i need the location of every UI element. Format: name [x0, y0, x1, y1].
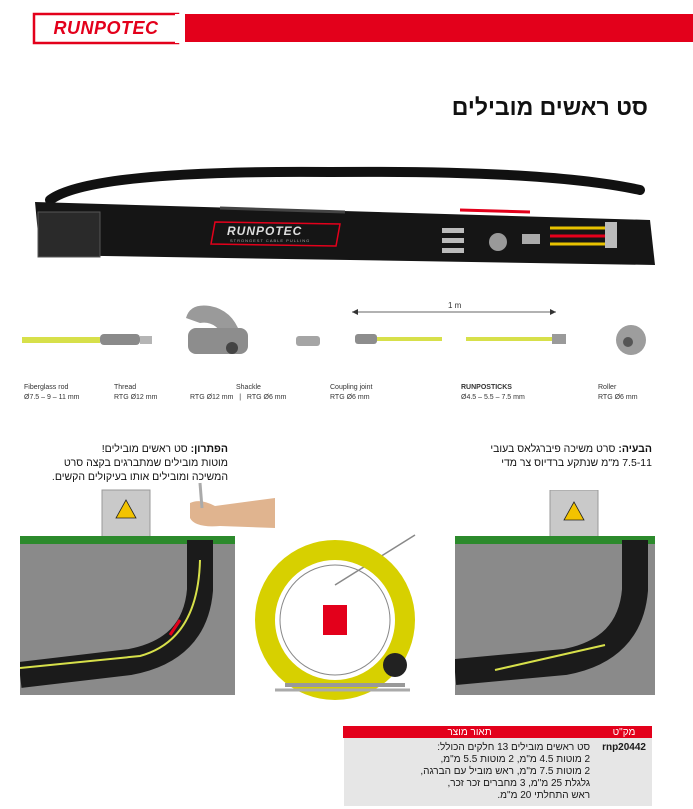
problem-body: סרט משיכה פיברגלאס בעובי 7.5-11 מ"מ שנתקע ברדיוס צר מדי: [490, 443, 652, 469]
description-line: סט ראשים מובילים 13 חלקים הכולל:: [437, 742, 591, 753]
solution-line-2: מוטות מובילים שמתברגים בקצה סרט: [63, 457, 228, 469]
part-spec: RTG Ø12 mm: [114, 394, 158, 401]
description-cell: [343, 738, 596, 806]
column-header-sku: מק"ט: [596, 726, 652, 738]
parts-illustration: [0, 298, 693, 378]
product-table: [342, 726, 652, 806]
part-name: Coupling joint: [330, 384, 373, 391]
coupling-joint-icon: [296, 336, 320, 346]
sku-cell: rnp20442: [596, 738, 652, 806]
part-label-thread: [114, 383, 157, 403]
part-label-shackle: [190, 383, 286, 403]
runpotec-logo: [28, 11, 184, 46]
table-row: [343, 738, 652, 806]
part-name: Thread: [114, 384, 137, 391]
page-title: סט ראשים מובילים: [451, 94, 648, 120]
part-name: Roller: [598, 384, 617, 391]
cable-reel-image: [255, 525, 425, 700]
part-label-coupling-joint: [330, 383, 372, 403]
part-spec: Ø4.5 – 5.5 – 7.5 mm: [461, 394, 525, 401]
part-name: Fiberglass rod: [24, 384, 69, 391]
measure-label: 1 m: [448, 301, 462, 310]
bag-tagline: STRONGEST CABLE PULLING: [230, 238, 311, 243]
problem-scene-image: [455, 490, 655, 695]
part-spec: RTG Ø12 mm | RTG Ø6 mm: [190, 394, 287, 401]
part-label-roller: [598, 383, 638, 403]
description-line: 2 מוטות 7.5 מ"מ, ראש מוביל עם הברגה,: [420, 766, 591, 777]
column-header-description: תאור מוצר: [343, 726, 596, 738]
header-bar: [185, 14, 693, 42]
description-line: 2 מוטות 4.5 מ"מ, 2 מוטות 5.5 מ"מ,: [440, 754, 591, 765]
solution-label: הפתרון:: [190, 443, 228, 455]
solution-line-3: המשיכה ומובילים אותו בעיקולים הקשים.: [51, 471, 228, 483]
bag-logo-text: RUNPOTEC: [227, 224, 303, 238]
problem-text: [470, 442, 652, 470]
part-name: Shackle: [236, 384, 261, 391]
part-label-runposticks: [461, 383, 525, 403]
part-spec: Ø7.5 – 9 – 11 mm: [24, 394, 80, 401]
part-name: RUNPOSTICKS: [461, 384, 512, 391]
part-spec: RTG Ø6 mm: [330, 394, 370, 401]
part-spec: RTG Ø6 mm: [598, 394, 638, 401]
runpostick-icon: [355, 334, 377, 344]
part-label-fiberglass-rod: [24, 383, 80, 403]
thread-icon: [100, 334, 140, 345]
description-line: גלגלת 25 מ"מ, 3 מחברים זכר זכר,: [447, 778, 591, 789]
solution-heading: סט ראשים מובילים!: [101, 443, 188, 455]
logo-text: RUNPOTEC: [53, 18, 159, 38]
cable-bag-image: [30, 160, 655, 270]
problem-label: הבעיה:: [618, 443, 652, 455]
description-line: ראש התחלתי 20 מ"מ.: [497, 790, 591, 801]
